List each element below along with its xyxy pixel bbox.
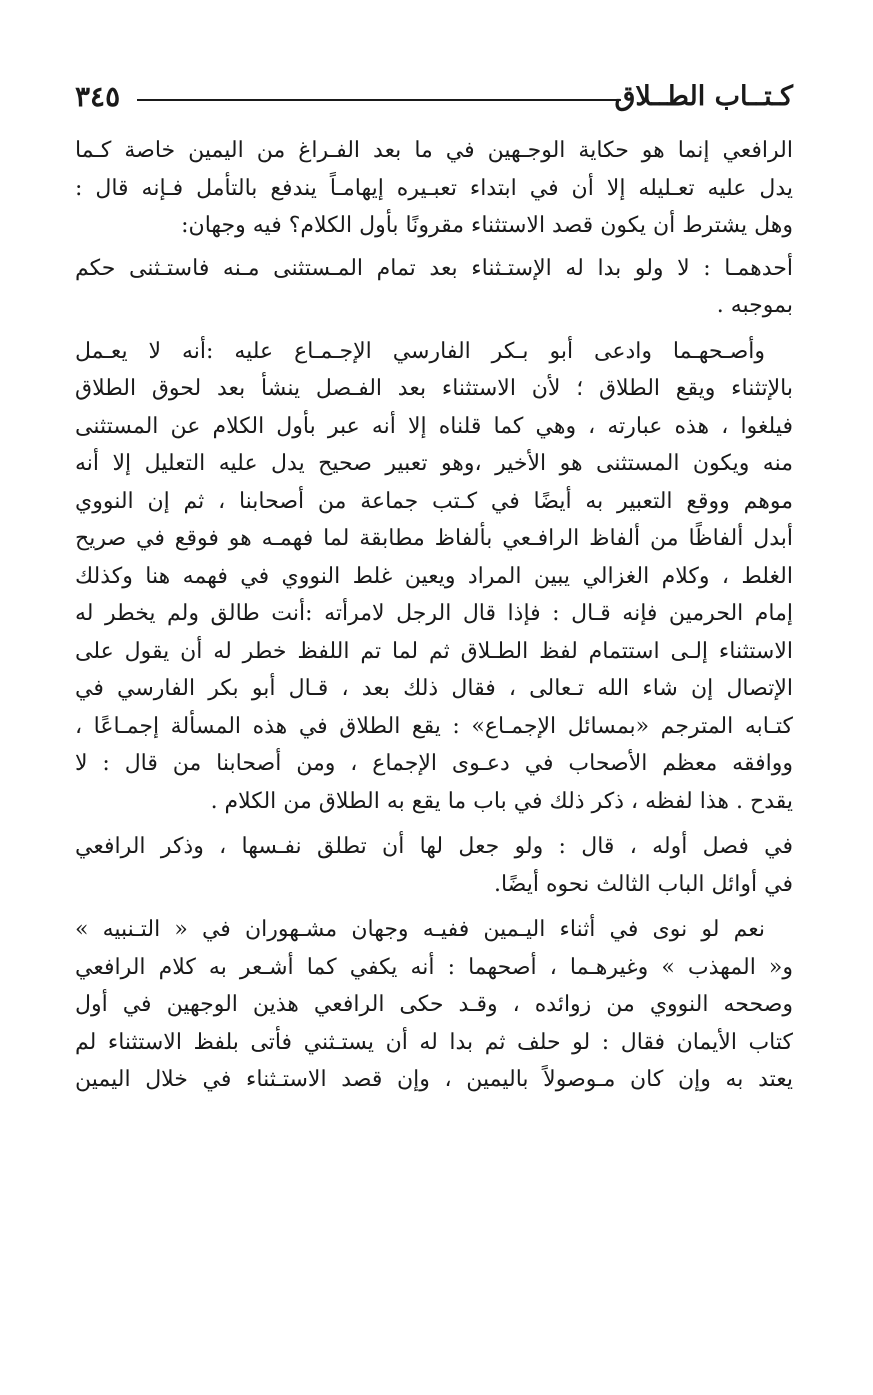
text-line: يقدح . هذا لفظه ، ذكر ذلك في باب ما يقع به الطلاق من الكلام .: [210, 788, 793, 814]
text-line: ووافقه معظم الأصحاب في دعـوى الإجماع ، ومن أصحابنا من قال : لا: [75, 751, 793, 776]
text-line: أحدهمـا : لا ولو بدا له الإستـثناء بعد تمام المـستثنى مـنه فاستـثنى حكم: [75, 255, 793, 281]
text-line: فيلغوا ، هذه عبارته ، وهي كما قلناه إلا أنه عبر بأول الكلام عن المستثنى: [75, 413, 793, 439]
text-line: الإتصال إن شاء الله تـعالى ، فقال ذلك بعد ، قـال أبو بكر الفارسي في: [75, 676, 793, 701]
text-line: يعتد به وإن كان مـوصولاً باليمين ، وإن قصد الاستـثناء في خلال اليمين: [75, 1067, 793, 1092]
text-line: كتـابه المترجم «بمسائل الإجمـاع» : يقع الطلاق في هذه المسألة إجمـاعًا ،: [75, 713, 793, 739]
text-line: كتاب الأيمان فقال : لو حلف ثم بدا له أن يستـثني فأتى بلفظ الاستثناء لم: [75, 1029, 793, 1055]
header-rule: [137, 99, 621, 101]
page-header: [75, 78, 793, 118]
text-line: أبدل ألفاظًا من ألفاظ الرافـعي بألفاظ مطابقة لما فهمـه هو فوقع في صريح: [75, 526, 793, 551]
text-line: في فصل أوله ، قال : ولو جعل لها أن تطلق نفـسها ، وذكر الرافعي: [75, 834, 793, 859]
text-line: في أوائل الباب الثالث نحوه أيضًا.: [493, 871, 793, 897]
paragraph: [75, 911, 793, 1099]
text-line: الاستثناء إلـى استتمام لفظ الطـلاق ثم لما تم اللفظ خطر له أن يقول على: [75, 638, 793, 664]
paragraph: [75, 132, 793, 245]
paragraph: [75, 333, 793, 821]
text-line: وأصـحهـما وادعى أبو بـكر الفارسي الإجـمـاع عليه :أنه لا يعـمل: [75, 338, 765, 364]
text-line: الرافعي إنما هو حكاية الوجـهين في ما بعد الفـراغ من اليمين خاصة كـما: [75, 138, 793, 163]
text-line: نعم لو نوى في أثناء اليـمين ففيـه وجهان مشـهوران في « التـنبيه »: [75, 917, 765, 942]
paragraph: [75, 828, 793, 903]
text-line: بالإتثناء ويقع الطلاق ؛ لأن الاستثناء بعد الفـصل ينشأ بعد لحوق الطلاق: [75, 376, 793, 401]
text-line: بموجبه .: [716, 293, 793, 318]
text-line: يدل عليه تعـليله إلا أن في ابتداء تعبـيره إيهامـاً يندفع بالتأمل فـإنه قال :: [75, 175, 793, 201]
running-title: كـتــاب الطــلاق: [614, 81, 793, 112]
text-line: الغلط ، وكلام الغزالي يبين المراد ويعين غلط النووي في فهمه هنا وكذلك: [75, 563, 793, 589]
text-line: منه ويكون المستثنى هو الأخير ،وهو تعبير صحيح يدل عليه التعليل إلا أنه: [75, 451, 793, 476]
text-line: موهم ووقع التعبير به أيضًا في كـتب جماعة من أصحابنا ، ثم إن النووي: [75, 488, 793, 514]
paragraph: [75, 250, 793, 325]
page-number: ٣٤٥: [75, 80, 121, 113]
text-line: إمام الحرمين فإنه قـال : فإذا قال الرجل لامرأته :أنت طالق ولم يخطر له: [75, 601, 793, 626]
text-line: وهل يشترط أن يكون قصد الاستثناء مقرونًا بأول الكلام؟ فيه وجهان:: [181, 213, 793, 238]
body-text: [75, 132, 793, 1099]
text-line: وصححه النووي من زوائده ، وقـد حكى الرافعي هذين الوجهين في أول: [75, 992, 793, 1017]
text-line: و« المهذب » وغيرهـما ، أصحهما : أنه يكفي كما أشـعر به كلام الرافعي: [75, 954, 793, 980]
